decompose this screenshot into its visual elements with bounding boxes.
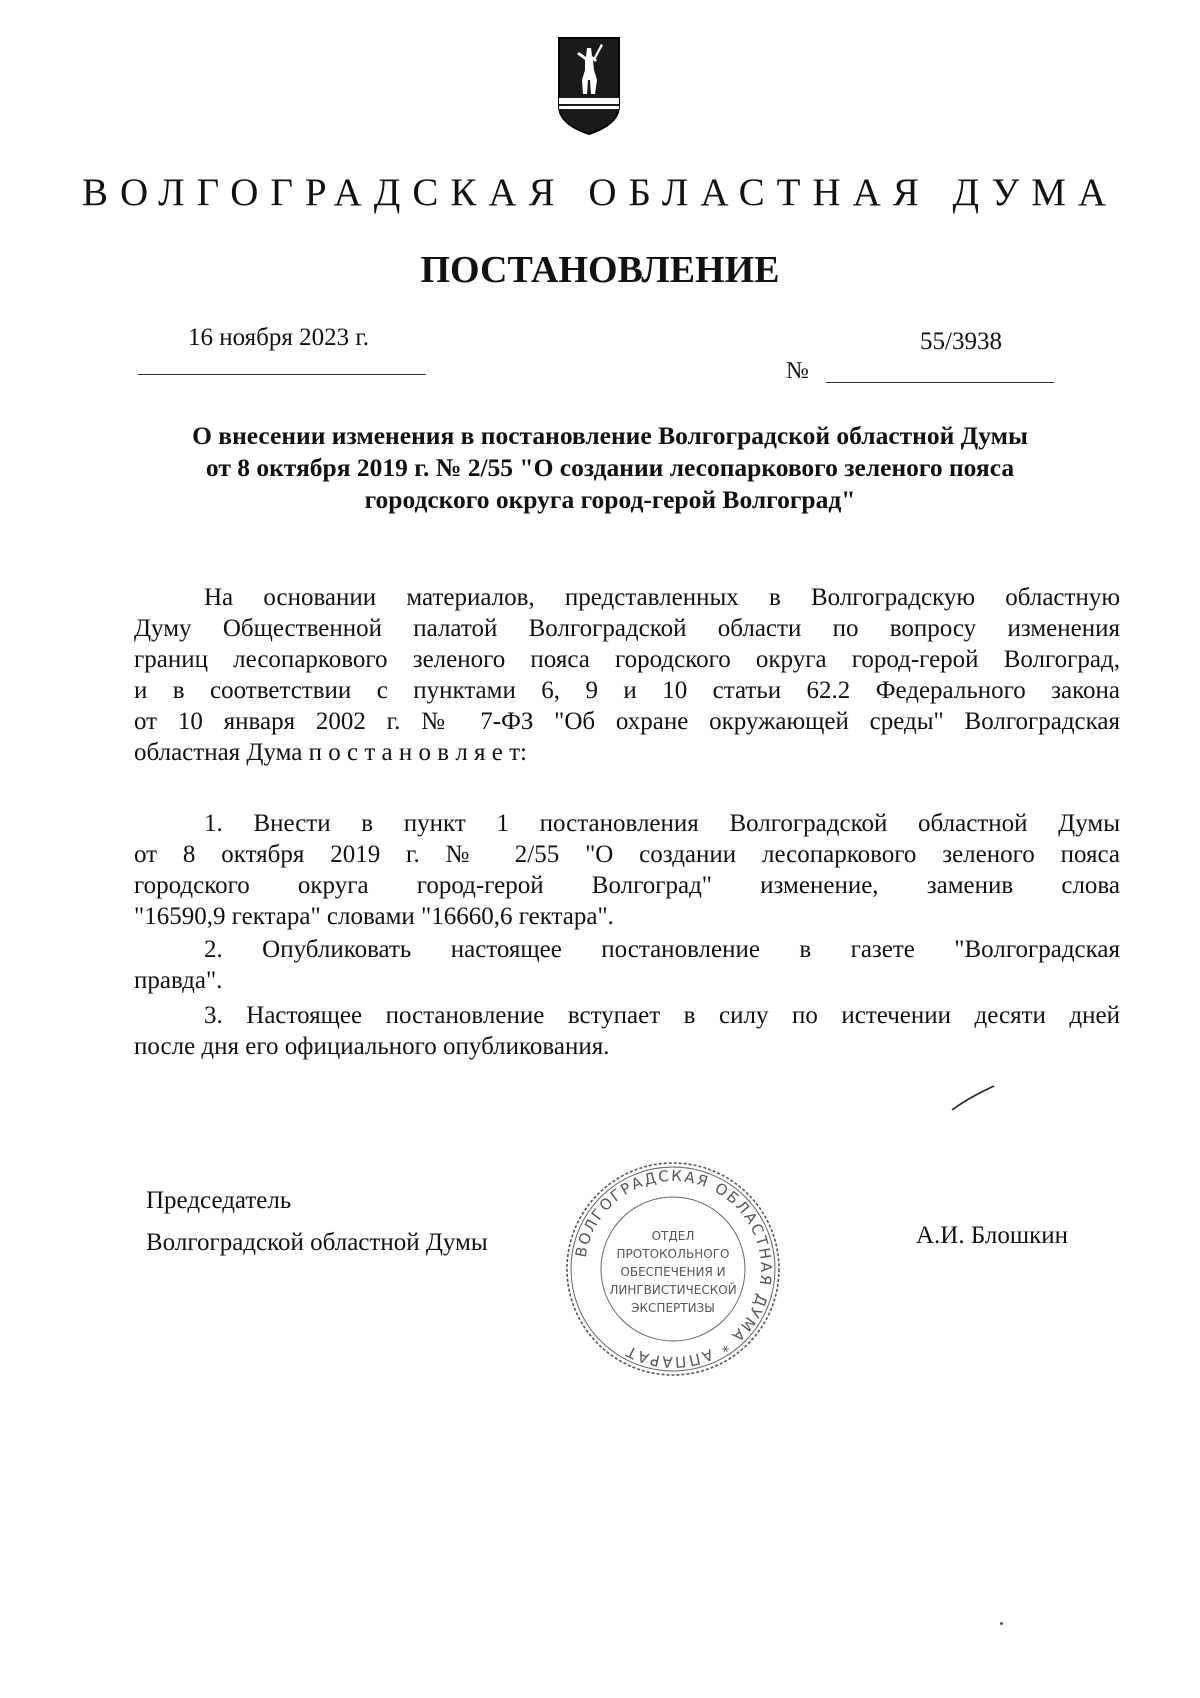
stamp-inner-line: ЭКСПЕРТИЗЫ <box>631 1301 715 1315</box>
text-line: и в соответствии с пунктами 6, 9 и 10 статьи 62.2 Федерального закона <box>134 677 1120 704</box>
signer-position-line: Председатель <box>146 1187 292 1214</box>
date-underline <box>138 374 426 375</box>
text-line: городского округа город-герой Волгоград" изменение, заменив слова <box>134 872 1120 899</box>
signer-position <box>146 1180 488 1264</box>
item-3-paragraph <box>134 1000 1120 1062</box>
text-line: границ лесопаркового зеленого пояса городского округа город-герой Волгоград, <box>134 646 1120 673</box>
stamp-seal-icon <box>562 1158 784 1380</box>
text-line: 1. Внести в пункт 1 постановления Волгоградской областной Думы <box>204 810 1120 837</box>
signer-position-line: Волгоградской областной Думы <box>146 1229 488 1256</box>
document-type: ПОСТАНОВЛЕНИЕ <box>420 249 780 291</box>
scan-speck <box>1000 1622 1003 1625</box>
preamble-paragraph <box>134 582 1120 768</box>
text-line: На основании материалов, представленных в Волгоградскую областную <box>204 584 1120 611</box>
title-line: О внесении изменения в постановление Волгоградской областной Думы <box>192 421 1028 450</box>
stamp-outer-text: ВОЛГОГРАДСКАЯ ОБЛАСТНАЯ ДУМА * АППАРАТ <box>571 1166 776 1372</box>
document-date: 16 ноября 2023 г. <box>188 324 370 351</box>
document-title <box>130 420 1090 516</box>
signer-name: А.И. Блошкин <box>916 1222 1069 1249</box>
stamp-inner-line: ОТДЕЛ <box>651 1229 695 1243</box>
signature-mark-icon <box>950 1084 998 1112</box>
stamp-inner-line: ПРОТОКОЛЬНОГО <box>616 1247 730 1261</box>
number-sign: № <box>786 358 809 384</box>
text-line: Думу Общественной палатой Волгоградской области по вопросу изменения <box>134 615 1120 642</box>
stamp-inner-line: ЛИНГВИСТИЧЕСКОЙ <box>609 1283 737 1297</box>
text-line: "16590,9 гектара" словами "16660,6 гектара". <box>134 903 614 930</box>
number-underline <box>826 382 1054 383</box>
text-line: 3. Настоящее постановление вступает в силу по истечении десяти дней <box>204 1002 1120 1029</box>
title-line: городского округа город-герой Волгоград" <box>364 485 856 514</box>
text-line: от 10 января 2002 г. № 7-ФЗ "Об охране окружающей среды" Волгоградская <box>134 708 1120 735</box>
organization-name: ВОЛГОГРАДСКАЯ ОБЛАСТНАЯ ДУМА <box>81 171 1119 214</box>
item-1-paragraph <box>134 808 1120 932</box>
text-line: после дня его официального опубликования. <box>134 1033 610 1060</box>
coat-of-arms-icon <box>557 36 621 136</box>
title-line: от 8 октября 2019 г. № 2/55 "О создании лесопаркового зеленого пояса <box>205 453 1015 482</box>
stamp-inner-line: ОБЕСПЕЧЕНИЯ И <box>620 1265 726 1279</box>
text-line: 2. Опубликовать настоящее постановление в газете "Волгоградская <box>204 936 1120 963</box>
text-line: от 8 октября 2019 г. № 2/55 "О создании лесопаркового зеленого пояса <box>134 841 1120 868</box>
text-line: областная Дума п о с т а н о в л я е т: <box>134 739 528 766</box>
item-2-paragraph <box>134 934 1120 996</box>
text-line: правда". <box>134 967 223 994</box>
document-number: 55/3938 <box>920 328 1002 355</box>
